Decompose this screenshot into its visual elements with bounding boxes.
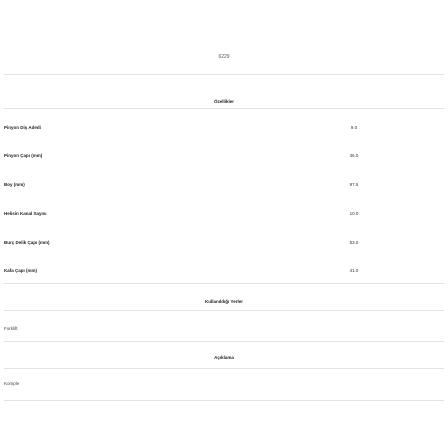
divider [4,368,444,369]
usage-heading: Kullanıldığı Yerler [205,299,243,304]
usage-item: Forklift [4,326,18,331]
spec-row-helix-channels [4,211,444,219]
spec-row-bushing-bore [4,240,444,248]
spec-label: Helisin Kanal Sayısı [4,211,47,216]
divider [4,310,444,311]
spec-label: Pinyon Diş Adedi [4,125,41,130]
spec-row-head-diameter [4,268,444,276]
description-heading: Açıklama [214,355,234,360]
spec-row-pinion-diameter [4,153,444,161]
spec-value: 9.0 [350,125,358,130]
divider [4,341,444,342]
divider [4,74,444,75]
spec-value: 41.0 [349,268,359,273]
spec-label: Kafa Çapı (mm) [4,268,38,273]
spec-label: Boy (mm) [4,182,25,187]
spec-row-length [4,182,444,190]
features-heading: Özellikler [213,99,234,104]
divider [4,400,444,401]
spec-value: 36.0 [349,153,359,158]
spec-value: 53.0 [349,240,359,245]
product-code: 6229 [218,54,230,60]
spec-row-pinion-teeth [4,125,444,133]
spec-value: 97.5 [349,182,359,187]
spec-label: Burç Delik Çapı (mm) [4,240,50,245]
description-item: Komple [4,381,20,386]
spec-label: Pinyon Çapı (mm) [4,153,43,158]
divider [4,283,444,284]
divider [4,108,444,109]
spec-value: 10.0 [349,211,359,216]
